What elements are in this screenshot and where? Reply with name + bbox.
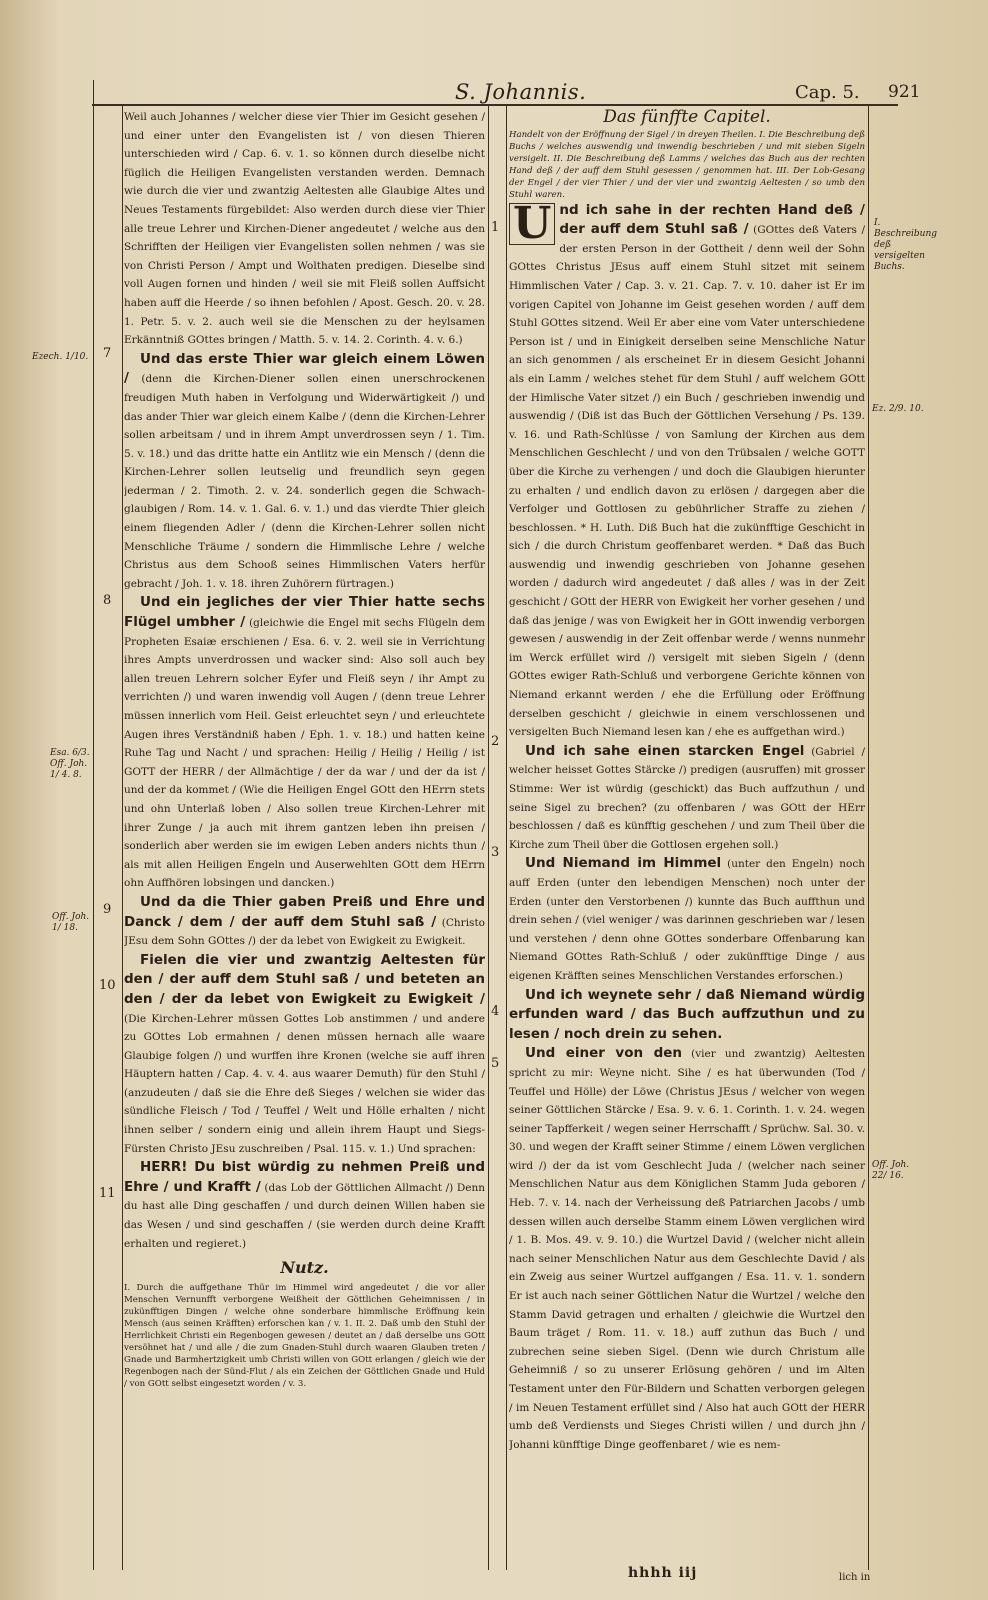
margin-note-offjoh: Off. Joh. 1/ 18. xyxy=(52,912,90,933)
verse-10-text: (Die Kirchen-Lehrer müssen Gottes Lob anstimmen / und andere zu GOttes Lob ermahnen / denen müssen hernach alle waare Glaubige folgen /) und wurffen ihre Kronen (welche sie auff ihren Häuptern hatten / Cap. 4. v. 4. aus waarer Demuth) für den Stuhl / (anzudeuten / daß sie die Ehre deß Sieges / welchen sie wider das sündliche Fleisch / Tod / Teuffel / Welt und Hölle erhalten / nicht ihnen selber / sondern einig und allein ihrem Haupt und Siegs-Fürsten Christo JEsu zuschreiben / Psal. 115. v. 1.) Und sprachen: xyxy=(124,1012,485,1155)
verse-9-bold: Und da die Thier gaben Preiß und Ehre und Danck / dem / der auff dem Stuhl saß / xyxy=(124,893,485,930)
verse-8-text: (gleichwie die Engel mit sechs Flügeln dem Propheten Esaiæ erschienen / Esa. 6. v. 2. weil sie in Verrichtung ihres Ampts unverdrossen und wacker sind: Also soll auch bey allen treuen Lehrern solcher Eyfer und Fleiß seyn / ihr Ampt zu verrichten /) und waren inwendig voll Augen / (denn treue Lehrer müssen innerlich vom Heil. Geist erleuchtet seyn / und erleuchtete Augen ihres Verständniß haben / Eph. 1. v. 18.) und hatten keine Ruhe Tag und Nacht / und sprachen: Heilig / Heilig / Heilig / ist GOTT der HERR / der Allmächtige / der da war / und der da ist / und der da kommet / (Wie die Heiligen Engel GOtt den HErrn stets und ohn Unterlaß loben / Also sollen treue Kirchen-Lehrer mit ihrer Zunge / ja auch mit ihrem gantzen leben ihn preisen / sonderlich aber werden sie im ewigen Leben anders nichts thun / als mit allen Heiligen Engeln und Auserwehlten GOtt dem HErrn ohn Auffhören lobsingen und dancken.) xyxy=(124,617,485,890)
margin-note-ezech: Ezech. 1/10. xyxy=(32,352,89,362)
page-number: 921 xyxy=(888,82,921,102)
verse-7 xyxy=(124,350,485,594)
verse-r5-bold: Und einer von den xyxy=(525,1045,683,1062)
verse-r4-bold: Und ich weynete sehr / daß Niemand würdig erfunden ward / das Buch auffzuthun und zu lesen / noch drein zu sehen. xyxy=(509,986,865,1042)
verse-number-r2: 2 xyxy=(491,734,500,749)
verse-r2-text: (Gabriel / welcher heisset Gottes Stärcke /) predigen (ausruffen) mit grosser Stimme: Wer ist würdig (geschickt) das Buch auffzuthun / und seine Sigel zu brechen? (zu offenbaren / was GOtt der HErr beschlossen / daß es künfftig geschehen / und zum Theil über die Kirche zum Theil über die Gottlosen ergehen soll.) xyxy=(509,745,865,851)
verse-r3 xyxy=(509,854,865,985)
verse-7-bold: Und das erste Thier war gleich einem Löwen / xyxy=(124,350,485,387)
verse-number-8: 8 xyxy=(103,593,112,608)
drop-cap: U xyxy=(509,203,555,245)
verse-r3-bold: Und Niemand im Himmel xyxy=(525,855,722,872)
verse-r2-bold: Und ich sahe einen starcken Engel xyxy=(525,742,805,759)
left-verse-rule xyxy=(122,106,123,1570)
verse-9 xyxy=(124,893,485,951)
margin-note-beschreibung: I. Beschreibung deß versigelten Buchs. xyxy=(874,218,938,272)
left-border-rule xyxy=(93,80,94,1570)
verse-11-text: (das Lob der Göttlichen Allmacht /) Denn du hast alle Ding geschaffen / und durch deinen Willen haben sie das Wesen / und sind geschaffen / (sie werden durch deine Krafft erhalten und regieret.) xyxy=(124,1181,485,1250)
verse-number-9: 9 xyxy=(103,902,112,917)
running-header xyxy=(95,80,921,106)
signature-mark: hhhh iij xyxy=(628,1565,698,1581)
verse-r1-text: (GOttes deß Vaters / der ersten Person in der Gottheit / denn weil der Sohn GOttes Christus JEsus auff einem Stuhl sitzet mit seinem Himmlischen Vater / Cap. 3. v. 21. Cap. 7. v. 10. daher ist Er im vorigen Capitel von Johanne im Geist gesehen worden / auff dem Stuhl GOttes sitzend. Weil Er aber eine vom Vater unterschiedene Person ist / und in Einigkeit derselben seine Menschliche Natur an sich genommen / als erscheinet Er in diesem Gesicht Johanni als ein Lamm / welches stehet für dem Stuhl / auff welchem GOtt der Himlische Vater sitzet /) ein Buch / geschrieben inwendig und auswendig / (Diß ist das Buch der Göttlichen Versehung / Ps. 139. v. 16. und Rath-Schlüsse / von Samlung der Kirchen aus dem Menschlichen Geschlecht / und von den Trübsalen / welche GOTT über die Kirche zu verhengen / und doch die Glaubigen hierunter zu erhalten / und endlich davon zu erlösen / dargegen aber die Verfolger und Gottlosen zu gebührlicher Straffe zu ziehen / beschlossen. * H. Luth. Diß Buch hat die zukünfftige Geschicht in sich / die durch Christum geoffenbaret werden. * Daß das Buch auswendig und inwendig geschrieben von Johanne gesehen worden / dadurch wird angedeutet / daß alles / was in der Zeit geschicht / GOtt der HERR von Ewigkeit her vorher gesehen / und daß das jenige / was von Ewigkeit her in GOtt inwendig verborgen gewesen / auswendig in der Zeit offenbar werde / wenns nunmehr im Werck erfüllet wird /) versigelt mit sieben Sigeln / (denn GOttes ewiger Rath-Schluß und verborgene Gerichte können von Niemand erkannt werden / ehe die Erfüllung oder Eröffnung derselben geschicht / gleichwie in einem verschlossenen und versigelten Buch Niemand lesen kan / ehe es auffgethan wird.) xyxy=(509,224,865,739)
left-intro: Weil auch Johannes / welcher diese vier Thier im Gesicht gesehen / und einer unter den Evangelisten ist / von diesen Thieren unterschieden wird / Cap. 6. v. 1. so können durch dieselbe nicht füglich die Heiligen Evangelisten verstanden werden. Demnach wie durch die vier und zwantzig Aeltesten alle Glaubige Altes und Neues Testaments fürgebildet: Also werden durch diese vier Thier alle treue Lehrer und Kirchen-Diener angedeutet / welche aus den Schrifften der Heiligen vier Evangelisten sollen nehmen / was sie von Christi Person / Ampt und Wolthaten predigen. Dieselbe sind voll Augen fornen und hinden / weil sie mit Fleiß sollen Auffsicht haben auff die Heerde / so ihnen befohlen / Apost. Gesch. 20. v. 28. 1. Petr. 5. v. 2. auch weil sie die Menschen zu der heylsamen Erkänntniß GOttes bringen / Matth. 5. v. 14. 2. Corinth. 4. v. 6.) xyxy=(124,111,485,347)
verse-r1 xyxy=(509,197,865,742)
verse-8 xyxy=(124,593,485,893)
verse-r2 xyxy=(509,742,865,855)
verse-r4 xyxy=(509,986,865,1045)
verse-10-bold: Fielen die vier und zwantzig Aeltesten für den / der auff dem Stuhl saß / und beteten an den / der da lebet von Ewigkeit zu Ewigkeit / xyxy=(124,951,485,1007)
verse-r3-text: (unter den Engeln) noch auff Erden (unter den lebendigen Menschen) noch unter der Erden (unter den Verstorbenen /) kunnte das Buch auffthun und drein sehen / (viel weniger / was darinnen geschrieben war / lesen und verstehen / denn ohne GOttes sonderbare Offenbarung kan Niemand GOttes Rath-Schluß / oder zukünfftige Dinge / aus eigenen Kräfften seines Menschlichen Verstandes erforschen.) xyxy=(509,858,865,982)
running-title: S. Johannis. xyxy=(455,80,587,104)
verse-r5 xyxy=(509,1044,865,1454)
chapter-heading: Das fünffte Capitel. xyxy=(603,108,771,127)
margin-note-esa: Esa. 6/3. Off. Joh. 1/ 4. 8. xyxy=(50,748,90,780)
margin-note-offjoh-22: Off. Joh. 22/ 16. xyxy=(872,1160,910,1181)
nutz-text: I. Durch die auffgethane Thür im Himmel wird angedeutet / die vor aller Menschen Vernunfft verborgene Weißheit der Göttlichen Geheimnissen / in zukünfftigen Dingen / welche ohne sonderbare himmlische Eröffnung kein Mensch (aus seinen Kräfften) erforschen kan / v. 1. II. 2. Daß umb den Stuhl der Herrlichkeit Christi ein Regenbogen gewesen / deutet an / daß derselbe uns GOtt versöhnet hat / und alle / die zum Gnaden-Stuhl durch waaren Glauben treten / Gnade und Barmhertzigkeit umb Christi willen von GOtt erlangen / gleich wie der Regenbogen nach der Sünd-Flut / als ein Zeichen der Göttlichen Gnade und Huld / von GOtt selbst eingesetzt worden / v. 3. xyxy=(124,1282,485,1389)
verse-7-text: (denn die Kirchen-Diener sollen einen unerschrockenen freudigen Muth haben in Verfolgung und Widerwärtigkeit /) und das ander Thier war gleich einem Kalbe / (denn die Kirchen-Lehrer sollen arbeitsam / und in ihrem Ampt unverdrossen seyn / 1. Tim. 5. v. 18.) und das dritte hatte ein Antlitz wie ein Mensch / (denn die Kirchen-Lehrer sollen leutselig und freundlich seyn gegen jederman / 2. Timoth. 2. v. 24. sonderlich gegen die Schwach-glaubigen / Rom. 14. v. 1. Gal. 6. v. 1.) und das vierdte Thier gleich einem fliegenden Adler / (denn die Kirchen-Lehrer sollen nicht Menschliche Träume / sondern die Himmlische Lehre / welche Christus aus dem Schooß seines Himmlischen Vaters herfür gebracht / Joh. 1. v. 18. ihren Zuhörern fürtragen.) xyxy=(124,373,485,590)
verse-number-11: 11 xyxy=(99,1186,116,1201)
verse-r1-bold: nd ich sahe in der rechten Hand deß / der auff dem Stuhl saß / xyxy=(559,201,865,238)
verse-number-7: 7 xyxy=(103,346,112,361)
nutz-heading: Nutz. xyxy=(280,1258,329,1278)
center-rule-1 xyxy=(488,106,489,1570)
chapter-label: Cap. 5. xyxy=(795,82,860,103)
verse-number-r3: 3 xyxy=(491,845,500,860)
verse-number-r4: 4 xyxy=(491,1004,500,1019)
verse-number-r1: 1 xyxy=(491,220,500,235)
right-column xyxy=(509,108,865,1558)
verse-number-10: 10 xyxy=(99,978,116,993)
verse-9-text: (Christo JEsu dem Sohn GOttes /) der da lebet von Ewigkeit zu Ewigkeit. xyxy=(124,916,485,948)
center-rule-2 xyxy=(506,106,507,1570)
right-rule xyxy=(868,106,869,1570)
verse-11-bold: HERR! Du bist würdig zu nehmen Preiß und Ehre / und Krafft / xyxy=(124,1159,485,1195)
margin-note-ez: Ez. 2/9. 10. xyxy=(872,404,924,414)
chapter-summary: Handelt von der Eröffnung der Sigel / in dreyen Theilen. I. Die Beschreibung deß Buchs / welches auswendig und inwendig beschrieben / und mit sieben Sigeln versigelt. II. Die Beschreibung deß Lamms / welches das Buch aus der rechten Hand deß / der auff dem Stuhl gesessen / genommen hat. III. Der Lob-Gesang der Engel / der vier Thier / und der vier und zwantzig Aeltesten / so umb den Stuhl waren. xyxy=(509,129,865,200)
left-column xyxy=(124,108,485,1558)
catchword: lich in xyxy=(839,1572,871,1583)
verse-r5-text: (vier und zwantzig) Aeltesten spricht zu mir: Weyne nicht. Sihe / es hat überwunden (Tod / Teuffel und Hölle) der Löwe (Christus JEsus / welcher von wegen seiner Göttlichen Stärcke / Esa. 9. v. 6. 1. Corinth. 1. v. 24. wegen seiner Tapfferkeit / wegen seiner Herrschafft / Sprüchw. Sal. 30. v. 30. und wegen der Krafft seiner Stimme / einem Löwen verglichen wird /) der da ist vom Geschlecht Juda / (welcher nach seiner Menschlichen Natur aus dem Königlichen Stamm Juda geboren / Heb. 7. v. 14. nach der Verheissung deß Patriarchen Jacobs / umb dessen willen auch derselbe Stamm einem Löwen verglichen wird / 1. B. Mos. 49. v. 9. 10.) die Wurtzel David / (welcher nicht allein nach seiner Menschlichen Natur aus dem Geschlechte David / als ein Zweig aus seiner Wurtzel auffgangen / Esa. 11. v. 1. sondern Er ist auch nach seiner Göttlichen Natur die Wurtzel / welche den Stamm David getragen und erhalten / gleichwie die Wurtzel den Baum träget / Rom. 11. v. 18.) auff zuthun das Buch / und zubrechen seine sieben Sigel. (Denn wie durch Christum alle Geheimniß / so zu unserer Erlösung gehören / und im Alten Testament unter den Für-Bildern und Schatten verborgen gelegen / im Neuen Testament erfüllet sind / Also hat auch GOtt der HERR umb deß Verdiensts und Sieges Christi willen / und durch jhn / Johanni künfftige Dinge geoffenbaret / wie es nem- xyxy=(509,1048,865,1451)
verse-number-r5: 5 xyxy=(491,1056,500,1071)
header-rule xyxy=(92,104,898,106)
verse-10 xyxy=(124,951,485,1159)
verse-8-bold: Und ein jegliches der vier Thier hatte sechs Flügel umbher / xyxy=(124,594,485,631)
verse-11 xyxy=(124,1158,485,1253)
